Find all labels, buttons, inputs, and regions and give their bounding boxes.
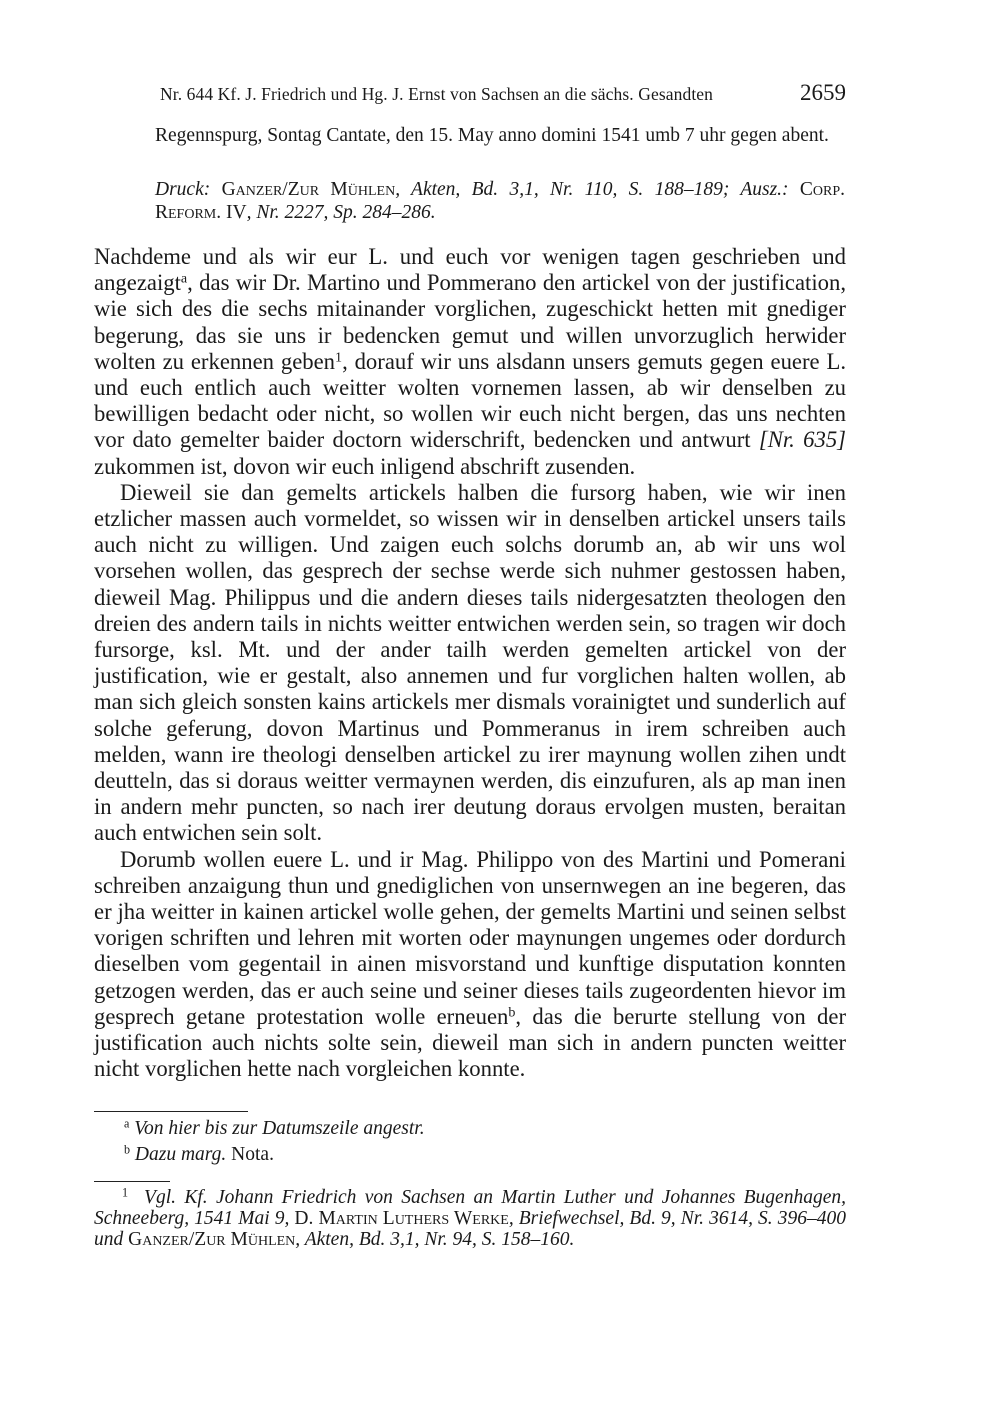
footnote-a-text: Von hier bis zur Datumszeile angestr. xyxy=(134,1118,425,1139)
footnote-1-text-a: Vgl. Kf. Johann Friedrich von Sachsen an Martin Luther und Johannes Bugenhagen, Schneeberg, 1541 Mai 9, xyxy=(94,1187,846,1229)
dateline: Regennspurg, Sontag Cantate, den 15. May anno domini 1541 umb 7 uhr gegen abent. xyxy=(155,125,829,146)
paragraph-3-text-a: Dorumb wollen euere L. und ir Mag. Philippo von des Martini und Pomerani schreiben anzaigung thun und gnediglichen von unsernwegen an ine begeren, das er jha weitter in kainen artickel wolle gehen, der gemelts Martini und seinen selbst vorigen schriften und lehren mit worten oder maynungen ungemes oder dordurch dieselben vom gegentail in ainen misvorstand und kunftige disputation konnten getzogen werden, das er auch seine und seiner dieses tails zugeordenten hievor im gesprech getane protestation wolle erneuen xyxy=(94,846,846,1029)
running-title: Nr. 644 Kf. J. Friedrich und Hg. J. Ernst von Sachsen an die sächs. Gesandten xyxy=(160,84,714,104)
page-number: 2659 xyxy=(800,80,846,105)
footnote-b-label: Dazu marg. xyxy=(134,1144,227,1165)
document-reference: [Nr. 635] xyxy=(758,427,846,453)
footnote-b-text: Nota. xyxy=(226,1144,274,1165)
paragraph-1-text-a: Nachdeme und als wir eur L. und euch vor wenigen tagen geschrieben und angezaigt xyxy=(94,244,846,296)
footnote-1 xyxy=(94,1187,846,1250)
paragraph-1-text-b: , das wir Dr. Martino und Pommerano den artickel von der justification, wie sich des die sechs mitainander vorglichen, zugeschickt hetten mit gnediger begerung, das sie uns ir bedencken gemut und willen unvorzuglich herwider wolten zu erkennen geben xyxy=(94,270,846,374)
footnote-ref-a: a xyxy=(180,270,188,287)
footnote-1-text-b: , Briefwechsel, Bd. 9, Nr. 3614, S. 396–400 und xyxy=(94,1208,846,1250)
footnote-a xyxy=(124,1117,425,1141)
paragraph-1 xyxy=(94,244,846,480)
paragraph-2: Dieweil sie dan gemelts artickels halben die fursorg haben, wie wir inen etzlicher massen auch vormeldet, so wissen wir in denselben artickel unsers tails auch nicht zu willigen. Und zaigen euch solchs dorumb an, ab wir uns wol vorsehen wollen, das gesprech der sechse werde sich nuhmer gestossen haben, dieweil Mag. Philippus und die andern dieses tails nidergesatzten theologen den dreien des andern tails in nichts weitter entwichen werden sein, so tragen wir doch fursorge, ksl. Mt. und der ander tailh werden gemelten artickel von der justification, wie er gestalt, also annemen und fur vorglichen halten wollen, ab man sich gleich sonsten kains artickels mer dismals vorainigtet und sunderlich auf solche geferung, dovon Martinus und Pommeranus in irem schreiben auch melden, wann ire theologi denselben artickel zu irer maynung wollen zihen undt deutteln, das si doraus weitter vermaynen werden, dis einzufuren, als ap man inen in andern mehr puncten, so nach irer deutung doraus ervolgen musten, beraitan auch entwichen sein solt. xyxy=(94,479,846,846)
edition-1-author: Ganzer/Zur Mühlen xyxy=(221,179,396,200)
footnote-a-mark: a xyxy=(124,1116,130,1131)
paragraph-3 xyxy=(94,847,846,1083)
edition-2-author: Corp. Reform. IV xyxy=(155,179,846,223)
footnote-b-mark: b xyxy=(124,1142,131,1157)
letter-body xyxy=(94,244,846,1083)
footnote-b xyxy=(124,1143,274,1167)
footnote-ref-1: 1 xyxy=(335,349,343,366)
edition-1-details: , Akten, Bd. 3,1, Nr. 110, S. 188–189; Ausz.: xyxy=(395,179,789,200)
paragraph-3-text-b: , das die berurte stellung von der justification auch nichts solte sein, dieweil man sich in andern puncten weitter nicht vorglichen hette nach vorgleichen konnte. xyxy=(94,1003,846,1082)
footnote-ref-b: b xyxy=(508,1004,516,1021)
running-header xyxy=(160,82,846,108)
footnote-divider-2 xyxy=(94,1181,170,1182)
source-note xyxy=(155,178,845,224)
edition-2-details: , Nr. 2227, Sp. 284–286. xyxy=(246,202,436,223)
paragraph-1-text-c: , dorauf wir uns alsdann unsers gemuts gegen euere L. und euch entlich auch weitter wolten vornemen lassen, ab wir denselben zu bewilligen bedacht oder nicht, so wollen wir euch nicht bergen, das uns nechten vor dato gemelter baider doctorn widerschrift, bedencken und antwurt xyxy=(94,348,846,453)
footnote-1-author: Ganzer/Zur Mühlen xyxy=(123,1229,296,1250)
druck-label: Druck: xyxy=(155,179,211,200)
footnote-1-work: D. Martin Luthers Werke xyxy=(289,1208,509,1229)
footnote-1-mark: 1 xyxy=(122,1185,129,1200)
footnote-1-text-c: , Akten, Bd. 3,1, Nr. 94, S. 158–160. xyxy=(295,1229,575,1250)
paragraph-1-text-d: zukommen ist, dovon wir euch inligend abschrift zusenden. xyxy=(94,453,636,479)
footnote-divider-1 xyxy=(94,1111,248,1112)
